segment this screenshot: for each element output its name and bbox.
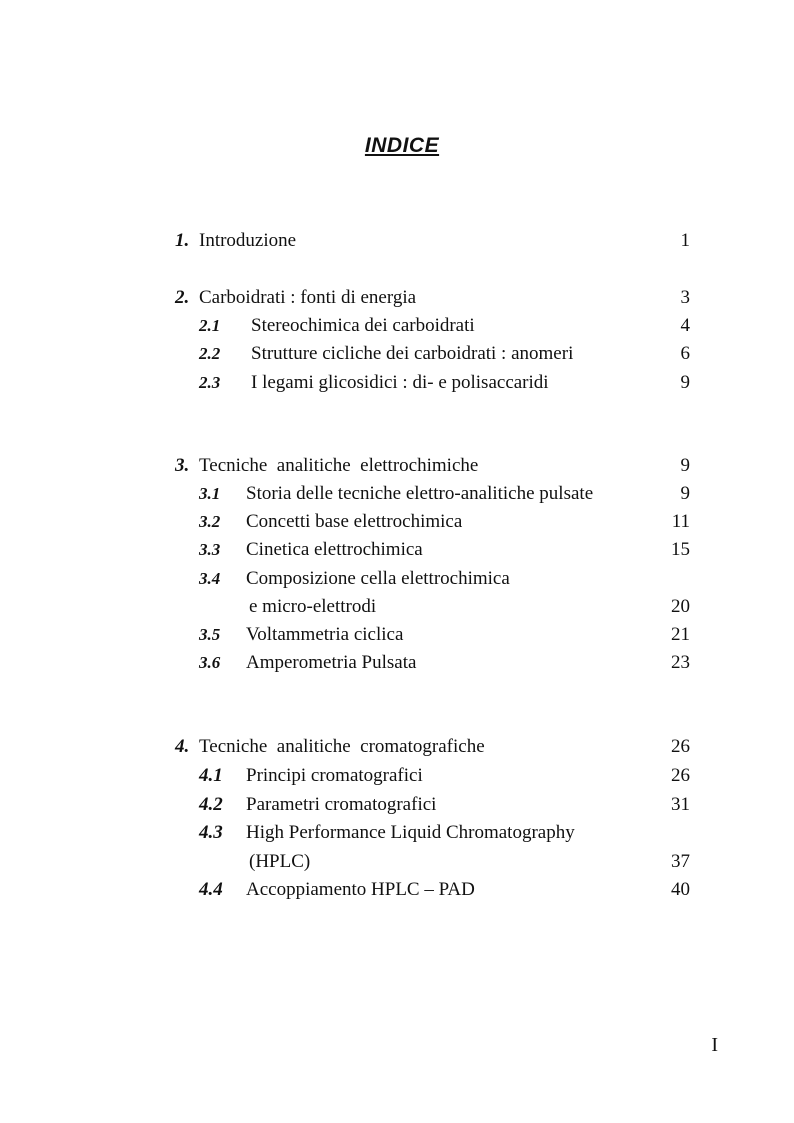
toc-label: Strutture cicliche dei carboidrati : anomeri [251, 343, 574, 364]
toc-number: 3.6 [199, 653, 221, 672]
toc-label: Tecniche analitiche elettrochimiche [199, 455, 479, 476]
toc-label: I legami glicosidici : di- e polisaccaridi [251, 372, 549, 393]
toc-number: 3.5 [199, 625, 221, 644]
toc-page: 9 [680, 372, 690, 393]
toc-number: 4.1 [199, 765, 223, 786]
toc-page: 23 [671, 652, 690, 673]
toc-label: Tecniche analitiche cromatografiche [199, 736, 485, 757]
toc-number: 2.2 [199, 344, 221, 363]
toc-label: High Performance Liquid Chromatography [246, 822, 575, 843]
toc-entry-3-3 [0, 537, 794, 563]
toc-page: 6 [680, 343, 690, 364]
toc-page: 31 [671, 794, 690, 815]
toc-number: 4. [175, 736, 190, 757]
toc-label: Voltammetria ciclica [246, 624, 404, 645]
toc-entry-3 [0, 453, 794, 479]
toc-page: 20 [671, 596, 690, 617]
page-number: I [711, 1034, 718, 1056]
toc-page: 37 [671, 851, 690, 872]
toc-entry-3-2 [0, 509, 794, 535]
toc-entry-1 [0, 228, 794, 254]
toc-number: 3.2 [199, 512, 221, 531]
toc-entry-3-1 [0, 481, 794, 507]
toc-label: Storia delle tecniche elettro-analitiche pulsate [246, 483, 594, 504]
toc-entry-3-6 [0, 650, 794, 676]
toc-page: 4 [680, 315, 690, 336]
toc-page: 1 [680, 230, 690, 251]
toc-entry-4-2 [0, 792, 794, 818]
toc-page: 21 [671, 624, 690, 645]
toc-number: 4.2 [199, 794, 223, 815]
toc-entry-3-4 [0, 566, 794, 592]
toc-number: 3.4 [199, 569, 221, 588]
toc-number: 3. [175, 455, 190, 476]
toc-entry-3-4-continued [0, 594, 794, 620]
toc-label: Stereochimica dei carboidrati [251, 315, 475, 336]
toc-label: Introduzione [199, 230, 297, 251]
toc-entry-4-4 [0, 877, 794, 903]
toc-entry-2-1 [0, 313, 794, 339]
toc-page: 26 [671, 736, 690, 757]
toc-number: 3.1 [199, 484, 221, 503]
toc-label: Parametri cromatografici [246, 794, 437, 815]
toc-page: 15 [671, 539, 690, 560]
toc-label: Cinetica elettrochimica [246, 539, 423, 560]
toc-page: 11 [671, 511, 690, 532]
toc-label: Accoppiamento HPLC – PAD [246, 879, 475, 900]
toc-entry-4-3-continued [0, 849, 794, 875]
toc-entry-4-1 [0, 763, 794, 789]
toc-label-continued: (HPLC) [249, 851, 311, 872]
toc-number: 2.1 [199, 316, 221, 335]
toc-number: 4.3 [199, 822, 223, 843]
toc-label: Carboidrati : fonti di energia [199, 287, 417, 308]
toc-label: Principi cromatografici [246, 765, 423, 786]
toc-page: 3 [680, 287, 690, 308]
toc-page: 9 [680, 455, 690, 476]
toc-entry-4-3 [0, 820, 794, 846]
toc-entry-3-5 [0, 622, 794, 648]
toc-number: 1. [175, 230, 190, 251]
toc-entry-4 [0, 734, 794, 760]
toc-entry-2 [0, 285, 794, 311]
toc-number: 2. [175, 287, 190, 308]
toc-label-continued: e micro-elettrodi [249, 596, 377, 617]
toc-entry-2-3 [0, 370, 794, 396]
toc-page: 26 [671, 765, 690, 786]
page-title: INDICE [364, 134, 440, 157]
toc-page: 9 [680, 483, 690, 504]
toc-number: 3.3 [199, 540, 221, 559]
toc-label: Concetti base elettrochimica [246, 511, 463, 532]
toc-label: Amperometria Pulsata [246, 652, 417, 673]
toc-number: 2.3 [199, 373, 221, 392]
toc-label: Composizione cella elettrochimica [246, 568, 510, 589]
toc-number: 4.4 [199, 879, 223, 900]
toc-entry-2-2 [0, 341, 794, 367]
toc-page: 40 [671, 879, 690, 900]
